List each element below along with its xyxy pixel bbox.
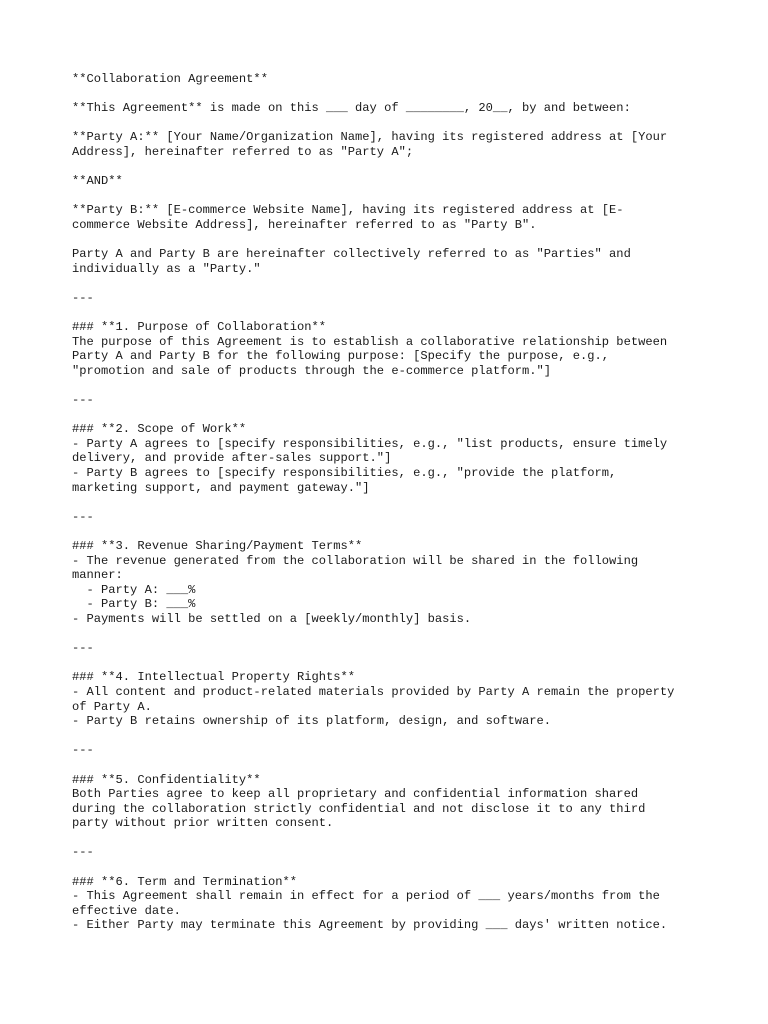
text-line: - Party A: ___% bbox=[72, 582, 196, 597]
text-line: ### **6. Term and Termination** bbox=[72, 874, 297, 889]
text-line: Both Parties agree to keep all proprietary and confidential information shared bbox=[72, 787, 639, 802]
text-line: **Party A:** [Your Name/Organization Name], having its registered address at [Your bbox=[72, 130, 668, 145]
text-line: delivery, and provide after-sales support."] bbox=[72, 451, 392, 466]
text-line: Party A and Party B for the following purpose: [Specify the purpose, e.g., bbox=[72, 349, 610, 364]
text-line: --- bbox=[72, 393, 94, 408]
section-4-ip bbox=[72, 670, 702, 728]
text-line: --- bbox=[72, 743, 94, 758]
party-a-paragraph bbox=[72, 130, 702, 159]
party-b-paragraph bbox=[72, 203, 702, 232]
section-2-scope bbox=[72, 422, 702, 495]
section-6-term bbox=[72, 875, 702, 933]
text-line: - Either Party may terminate this Agreement by providing ___ days' written notice. bbox=[72, 918, 668, 933]
text-line: during the collaboration strictly confidential and not disclose it to any third bbox=[72, 801, 646, 816]
text-line: --- bbox=[72, 845, 94, 860]
section-3-revenue bbox=[72, 539, 702, 627]
text-line: The purpose of this Agreement is to establish a collaborative relationship between bbox=[72, 334, 668, 349]
text-line: - The revenue generated from the collaboration will be shared in the following bbox=[72, 553, 639, 568]
text-line: commerce Website Address], hereinafter referred to as "Party B". bbox=[72, 217, 537, 232]
text-line: Address], hereinafter referred to as "Party A"; bbox=[72, 144, 414, 159]
text-line: **Party B:** [E-commerce Website Name], having its registered address at [E- bbox=[72, 203, 624, 218]
text-line: **Collaboration Agreement** bbox=[72, 72, 268, 86]
text-line: ### **5. Confidentiality** bbox=[72, 772, 261, 787]
text-line: individually as a "Party." bbox=[72, 261, 261, 276]
text-line: - All content and product-related materials provided by Party A remain the property bbox=[72, 684, 675, 699]
text-line: - Party B retains ownership of its platform, design, and software. bbox=[72, 714, 551, 729]
text-line: --- bbox=[72, 509, 94, 524]
section-1-purpose bbox=[72, 320, 702, 378]
agreement-title bbox=[72, 72, 702, 87]
and-separator bbox=[72, 174, 702, 189]
section-divider bbox=[72, 291, 702, 306]
text-line: ### **2. Scope of Work** bbox=[72, 422, 247, 437]
text-line: marketing support, and payment gateway."] bbox=[72, 480, 370, 495]
section-divider bbox=[72, 641, 702, 656]
text-line: of Party A. bbox=[72, 699, 152, 714]
text-line: Party A and Party B are hereinafter collectively referred to as "Parties" and bbox=[72, 247, 631, 262]
section-divider bbox=[72, 510, 702, 525]
text-line: - Party B: ___% bbox=[72, 597, 196, 612]
text-line: ### **1. Purpose of Collaboration** bbox=[72, 320, 327, 335]
section-divider bbox=[72, 393, 702, 408]
section-5-confidentiality bbox=[72, 773, 702, 831]
parties-definition bbox=[72, 247, 702, 276]
section-divider bbox=[72, 743, 702, 758]
text-line: effective date. bbox=[72, 903, 181, 918]
text-line: manner: bbox=[72, 568, 123, 583]
text-line: - Party A agrees to [specify responsibilities, e.g., "list products, ensure timely bbox=[72, 436, 668, 451]
text-line: **AND** bbox=[72, 174, 123, 189]
text-line: --- bbox=[72, 641, 94, 656]
section-divider bbox=[72, 845, 702, 860]
text-line: - Party B agrees to [specify responsibilities, e.g., "provide the platform, bbox=[72, 466, 617, 481]
text-line: "promotion and sale of products through the e-commerce platform."] bbox=[72, 363, 551, 378]
intro-line bbox=[72, 101, 702, 116]
text-line: party without prior written consent. bbox=[72, 816, 334, 831]
text-line: - This Agreement shall remain in effect for a period of ___ years/months from the bbox=[72, 889, 660, 904]
agreement-document bbox=[72, 72, 702, 933]
text-line: ### **4. Intellectual Property Rights** bbox=[72, 670, 356, 685]
text-line: - Payments will be settled on a [weekly/monthly] basis. bbox=[72, 611, 472, 626]
text-line: --- bbox=[72, 290, 94, 305]
text-line: **This Agreement** is made on this ___ day of ________, 20__, by and between: bbox=[72, 101, 631, 116]
text-line: ### **3. Revenue Sharing/Payment Terms** bbox=[72, 539, 363, 553]
